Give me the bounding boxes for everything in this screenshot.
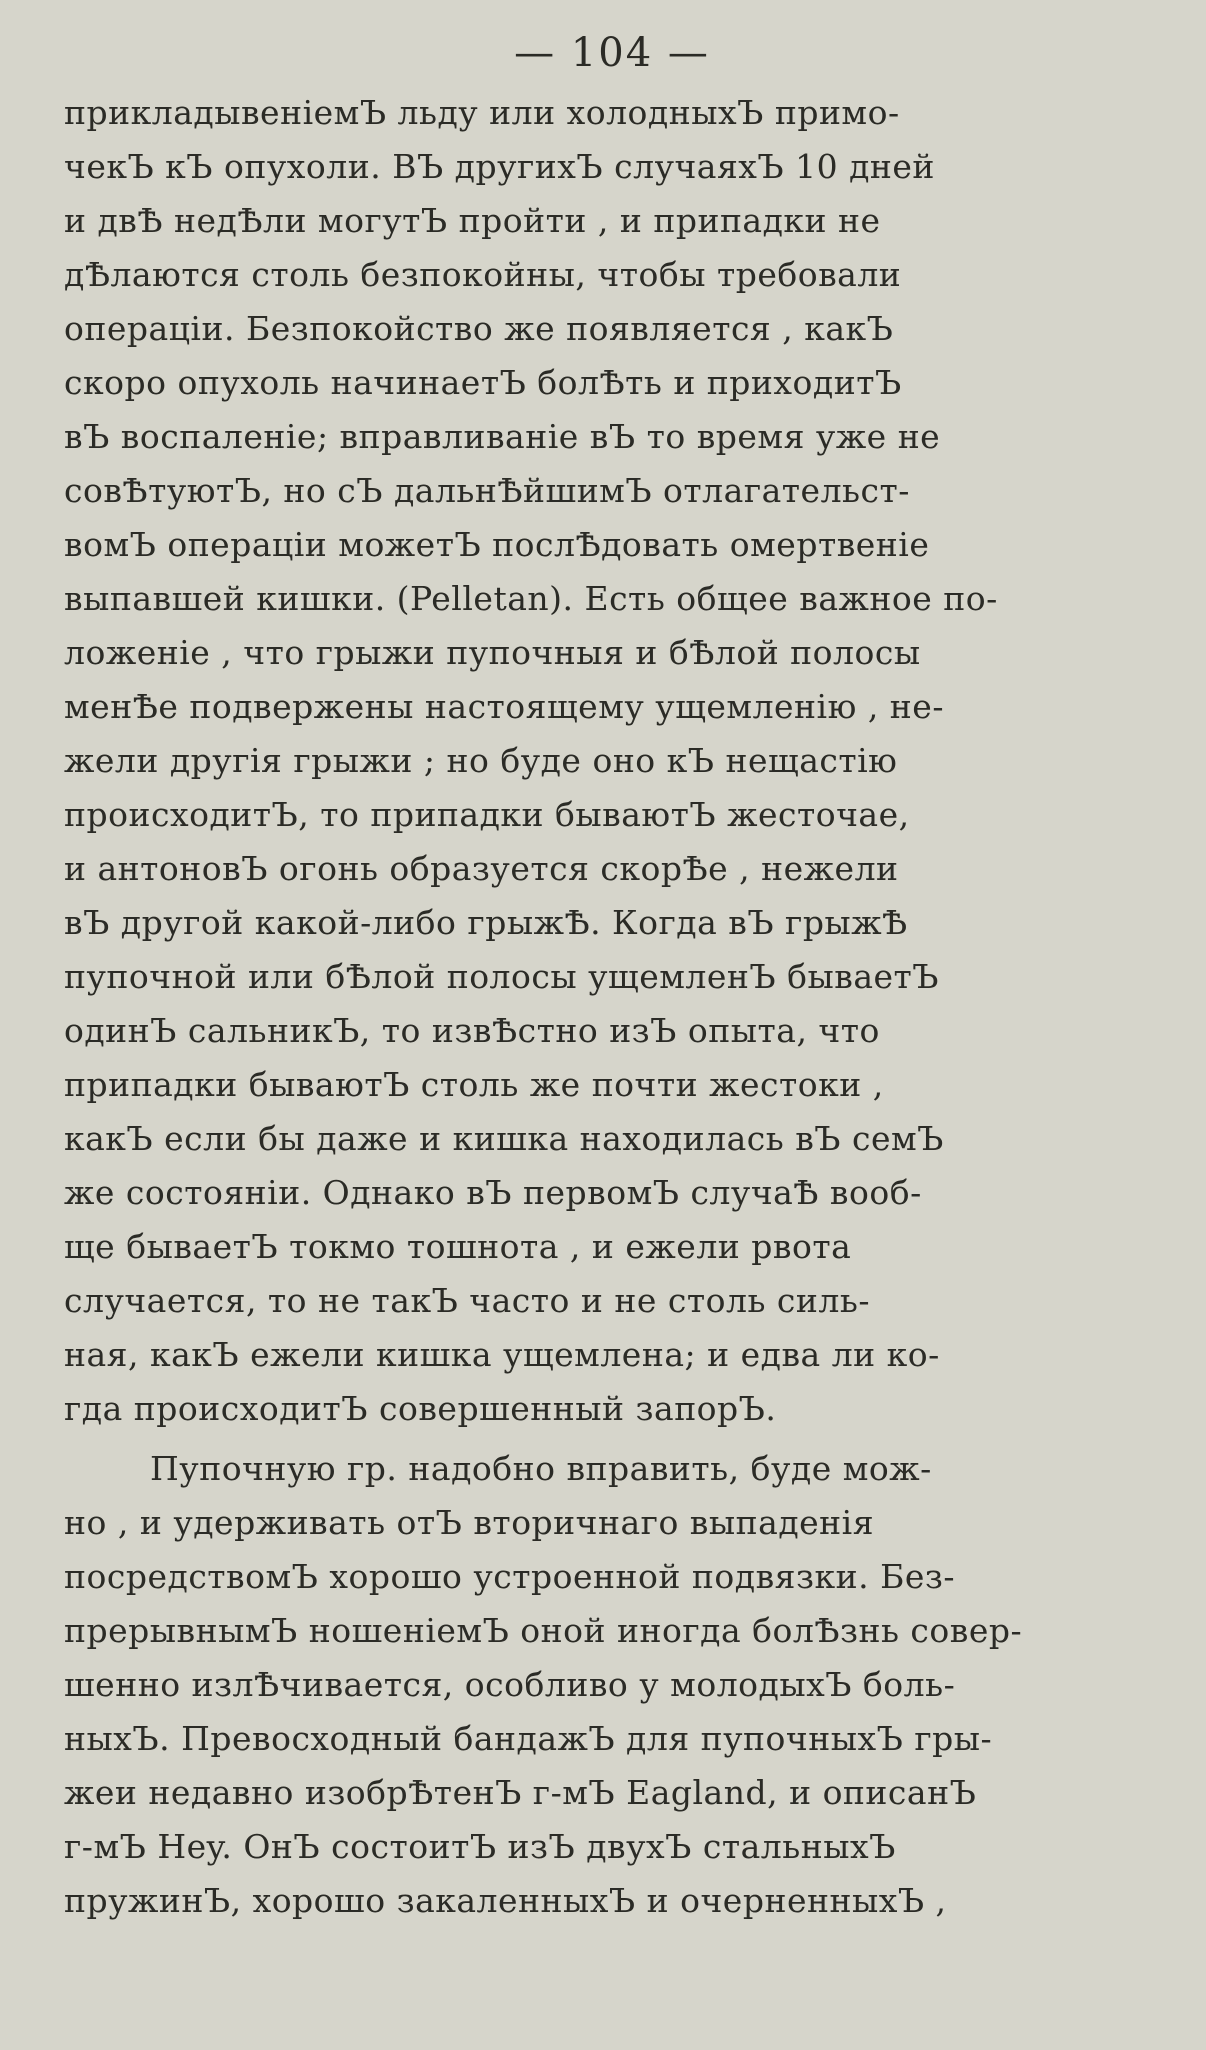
text-line: одинЪ сальникЪ, то извѢстно изЪ опыта, что — [64, 1011, 880, 1050]
text-line: но , и удерживать отЪ вторичнаго выпаденія — [64, 1503, 875, 1542]
text-line: скоро опухоль начинаетЪ болѢть и приходитЪ — [64, 363, 902, 402]
paragraph-1 — [64, 86, 1160, 1436]
text-line: совѢтуютЪ, но сЪ дальнѢйшимЪ отлагательст- — [64, 471, 910, 510]
text-line: дѢлаются столь безпокойны, чтобы требовали — [64, 255, 902, 294]
text-line: вЪ воспаленіе; вправливаніе вЪ то время уже не — [64, 417, 941, 456]
text-line: какЪ если бы даже и кишка находилась вЪ семЪ — [64, 1119, 944, 1158]
text-line: происходитЪ, то припадки бываютЪ жесточае, — [64, 795, 910, 834]
text-line: прикладывеніемЪ льду или холодныхЪ примо- — [64, 93, 900, 132]
text-line: случается, то не такЪ часто и не столь силь- — [64, 1281, 870, 1320]
text-line: и двѢ недѢли могутЪ пройти , и припадки не — [64, 201, 881, 240]
paragraph-2 — [64, 1442, 1160, 1928]
text-line: операціи. Безпокойство же появляется , какЪ — [64, 309, 894, 348]
text-line-indented: Пупочную гр. надобно вправить, буде мож- — [150, 1449, 932, 1488]
text-line: жели другія грыжи ; но буде оно кЪ нещастію — [64, 741, 898, 780]
text-line: пружинЪ, хорошо закаленныхЪ и очерненныхЪ , — [64, 1881, 947, 1920]
text-line: пупочной или бѢлой полосы ущемленЪ бываетЪ — [64, 957, 940, 996]
text-line: чекЪ кЪ опухоли. ВЪ другихЪ случаяхЪ 10 дней — [64, 147, 935, 186]
text-line: прерывнымЪ ношеніемЪ оной иногда болѢзнь совер- — [64, 1611, 1023, 1650]
text-line: жеи недавно изобрѢтенЪ г-мЪ Eagland, и описанЪ — [64, 1773, 977, 1812]
page-number: — 104 — — [514, 30, 710, 76]
text-line: ложеніе , что грыжи пупочныя и бѢлой полосы — [64, 633, 921, 672]
text-line: г-мЪ Hey. ОнЪ состоитЪ изЪ двухЪ стальныхЪ — [64, 1827, 896, 1866]
text-line: ще бываетЪ токмо тошнота , и ежели рвота — [64, 1227, 852, 1266]
text-line: шенно излѢчивается, особливо у молодыхЪ боль- — [64, 1665, 956, 1704]
text-line: вЪ другой какой-либо грыжѢ. Когда вЪ грыжѢ — [64, 903, 908, 942]
text-line: ная, какЪ ежели кишка ущемлена; и едва ли ко- — [64, 1335, 940, 1374]
text-line: ныхЪ. Превосходный бандажЪ для пупочныхЪ гры- — [64, 1719, 993, 1758]
text-line: менѢе подвержены настоящему ущемленію , не- — [64, 687, 944, 726]
text-line: же состояніи. Однако вЪ первомЪ случаѢ вооб- — [64, 1173, 922, 1212]
text-line: припадки бываютЪ столь же почти жестоки , — [64, 1065, 884, 1104]
text-line: гда происходитЪ совершенный запорЪ. — [64, 1389, 777, 1428]
text-line: и антоновЪ огонь образуется скорѢе , нежели — [64, 849, 899, 888]
text-line: посредствомЪ хорошо устроенной подвязки. Без- — [64, 1557, 956, 1596]
text-line: выпавшей кишки. (Pelletan). Есть общее важное по- — [64, 579, 998, 618]
text-line: вомЪ операціи можетЪ послѢдовать омертвеніе — [64, 525, 930, 564]
